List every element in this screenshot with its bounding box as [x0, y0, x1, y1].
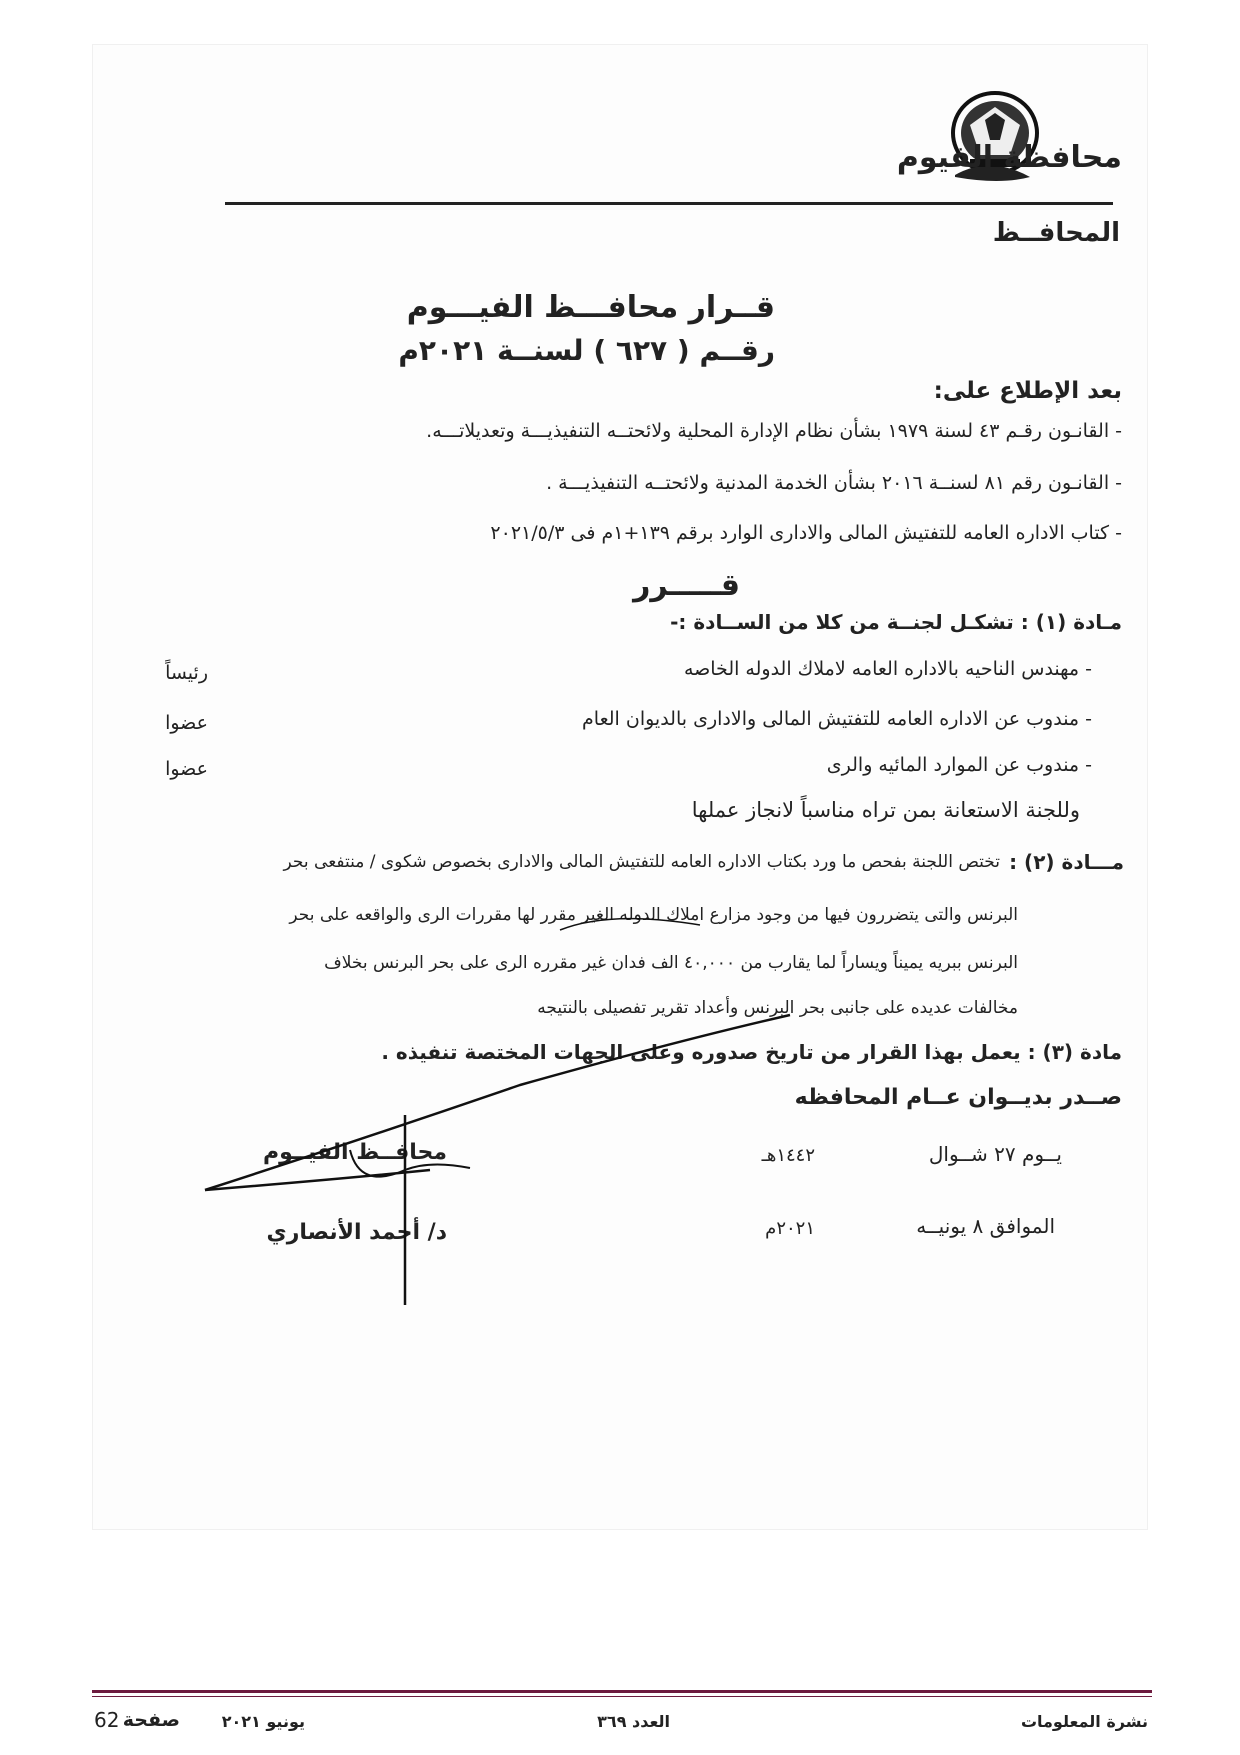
header-rule [225, 202, 1113, 205]
article-2-line: تختص اللجنة بفحص ما ورد بكتاب الاداره العامه للتفتيش المالى والادارى بخصوص شكوى / منتفعى بحر [283, 852, 1000, 872]
article-2-line: البرنس والتى يتضررون فيها من وجود مزارع املاك الدوله الغير مقرر لها مقررات الرى والواقعه على بحر [289, 905, 1018, 925]
member-name: - مندوب عن الاداره العامه للتفتيش المالى والادارى بالديوان العام [582, 708, 1092, 730]
footer-rule [92, 1696, 1152, 1697]
footer-page-number: 62 [94, 1708, 120, 1732]
signatory-name: د/ أحمد الأنصاري [266, 1220, 447, 1245]
footer-page-label: صفحة [122, 1709, 180, 1731]
article-2-line: مخالفات عديده على جانبى بحر البرنس وأعداد تقرير تفصيلى بالنتيجه [537, 998, 1018, 1018]
decree-title: قــرار محافـــظ الفيـــوم [406, 290, 775, 325]
gregorian-date: الموافق ٨ يونيــه [916, 1214, 1055, 1238]
hijri-date: يــوم ٢٧ شــوال [928, 1142, 1062, 1166]
member-name: - مهندس الناحيه بالاداره العامه لاملاك الدوله الخاصه [683, 658, 1092, 680]
footer-month: يونيو ٢٠٢١ [221, 1712, 305, 1731]
scanned-page [92, 44, 1148, 1530]
article-1-heading: مـادة (١) : تشكـل لجنــة من كلا من الســادة :- [670, 610, 1122, 634]
preamble-item: - كتاب الاداره العامه للتفتيش المالى والادارى الوارد برقم ١٣٩+١م فى ٢٠٢١/٥/٣ [490, 522, 1122, 544]
article-2-label: مـــادة (٢) : [1009, 850, 1124, 874]
member-role: عضوا [165, 758, 208, 780]
committee-note: وللجنة الاستعانة بمن تراه مناسباً لانجاز عملها [691, 798, 1080, 822]
member-role: رئيساً [165, 662, 208, 684]
decides-heading: قـــــرر [633, 568, 740, 603]
governorate-name: محافظة الفيوم [896, 140, 1122, 175]
article-2-line: البرنس ببريه يميناً ويساراً لما يقارب من ٤٠,٠٠٠ الف فدان غير مقرره الرى على بحر البرنس بخلاف [324, 953, 1018, 973]
governor-label: المحافــظ [992, 218, 1120, 248]
preamble-item: - القانـون رقـم ٤٣ لسنة ١٩٧٩ بشأن نظام الإدارة المحلية ولائحتــه التنفيذيـــة وتعديلاتـــه. [426, 420, 1122, 442]
footer-publication: نشرة المعلومات [1020, 1712, 1148, 1731]
gregorian-year: ٢٠٢١م [765, 1218, 815, 1239]
preamble-item: - القانـون رقم ٨١ لسنــة ٢٠١٦ بشأن الخدمة المدنية ولائحتــه التنفيذيـــة . [546, 472, 1122, 494]
signatory-title: محافــظ الفيــوم [263, 1140, 447, 1165]
issued-at: صــدر بديــوان عــام المحافظه [794, 1085, 1122, 1110]
decree-number: رقــم ( ٦٢٧ ) لسنــة ٢٠٢١م [398, 334, 775, 367]
member-name: - مندوب عن الموارد المائيه والرى [826, 754, 1092, 776]
hijri-year: ١٤٤٢هـ [761, 1145, 815, 1166]
preamble-heading: بعد الإطلاع على: [933, 378, 1122, 404]
footer-rule [92, 1690, 1152, 1693]
article-3: مادة (٣) : يعمل بهذا القرار من تاريخ صدوره وعلى الجهات المختصة تنفيذه . [381, 1040, 1122, 1064]
footer-issue: العدد ٣٦٩ [597, 1712, 670, 1731]
member-role: عضوا [165, 712, 208, 734]
